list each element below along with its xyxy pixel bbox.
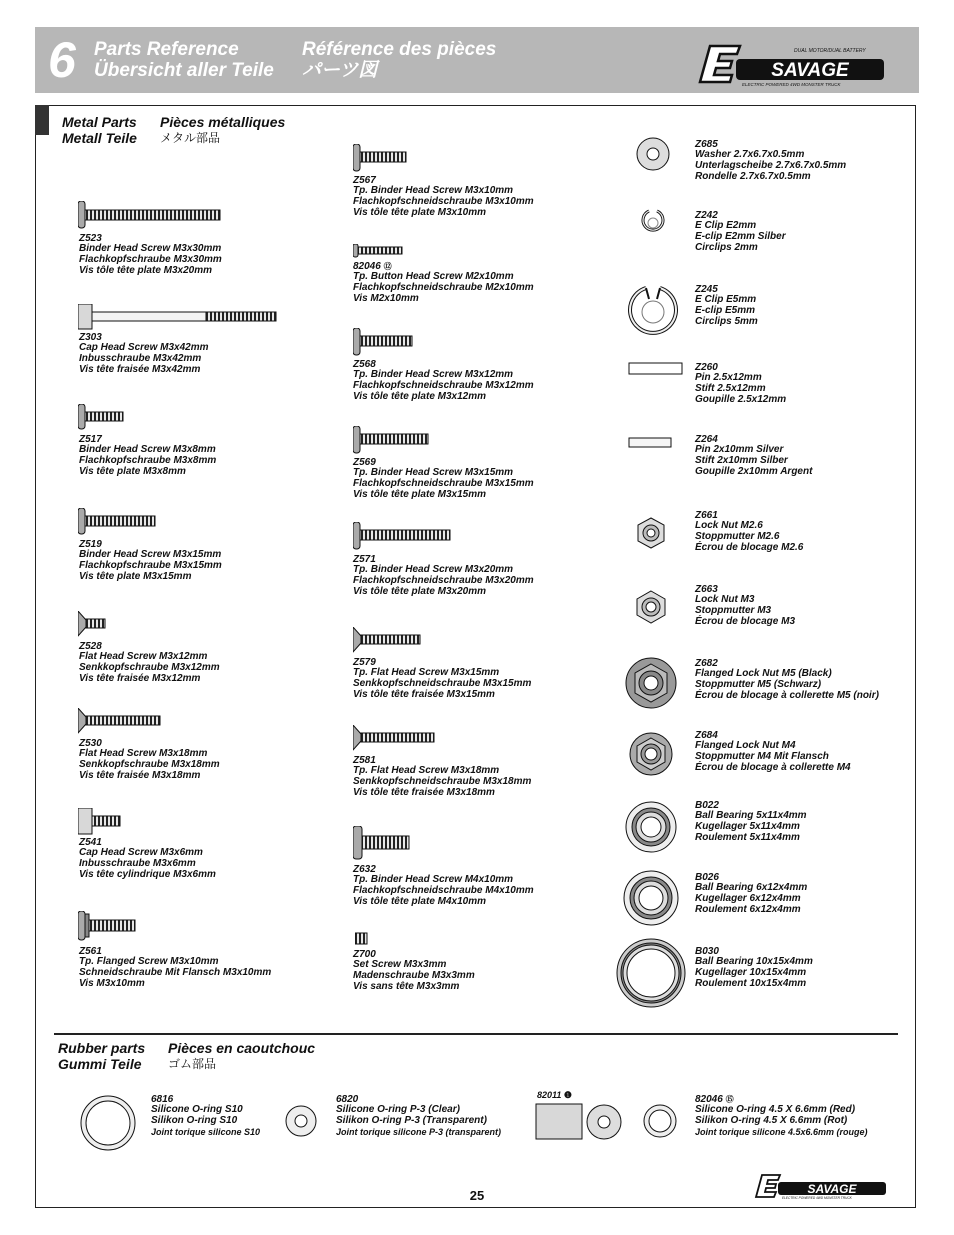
- title-jp: パーツ図: [302, 60, 378, 81]
- screw-z528-icon: [78, 611, 108, 637]
- pin-z260-icon: [628, 362, 684, 376]
- title-fr: Référence des pièces: [302, 39, 497, 60]
- metal-title-jp: メタル部品: [160, 131, 221, 145]
- rubber-title-de: Gummi Teile: [58, 1056, 142, 1072]
- setscrew-z700-icon: [355, 932, 369, 946]
- part-z528: Z528 Flat Head Screw M3x12mm Senkkopfschraube M3x12mm Vis tête fraisée M3x12mm: [79, 641, 220, 684]
- metal-title-de: Metall Teile: [62, 130, 137, 146]
- part-z663: Z663 Lock Nut M3 Stoppmutter M3 Écrou de blocage M3: [695, 584, 796, 627]
- footer-logo-wordmark: SAVAGE: [807, 1182, 857, 1196]
- screw-z530-icon: [78, 708, 163, 734]
- part-b026: B026 Ball Bearing 6x12x4mm Kugellager 6x12x4mm Roulement 6x12x4mm: [695, 872, 808, 915]
- frame-corner-tab: [35, 105, 49, 135]
- part-82046-oring: 82046 ⑮ Silicone O-ring 4.5 X 6.6mm (Red) Silikon O-ring 4.5 X 6.6mm (Rot) Joint torique silicone 4.5x6.6mm (rouge): [695, 1094, 868, 1137]
- flanged-locknut-z684-icon: [629, 732, 673, 776]
- badge-12-icon: ⑫: [383, 262, 392, 271]
- part-z530: Z530 Flat Head Screw M3x18mm Senkkopfschraube M3x18mm Vis tête fraisée M3x18mm: [79, 738, 220, 781]
- screw-z579-icon: [353, 627, 423, 653]
- logo-tagline-bottom: ELECTRIC POWERED 4WD MONSTER TRUCK: [742, 82, 841, 87]
- part-z569: Z569 Tp. Binder Head Screw M3x15mm Flachkopfschneidschraube M3x15mm Vis tôle tête plate M3x15mm: [353, 457, 534, 500]
- oring-82046-icon: [643, 1104, 677, 1138]
- locknut-z661-icon: [636, 517, 666, 549]
- part-b022: B022 Ball Bearing 5x11x4mm Kugellager 5x11x4mm Roulement 5x11x4mm: [695, 800, 807, 843]
- part-z632: Z632 Tp. Binder Head Screw M4x10mm Flachkopfschneidschraube M4x10mm Vis tôle tête plate M4x10mm: [353, 864, 534, 907]
- page-number: 25: [469, 1188, 485, 1203]
- part-z264: Z264 Pin 2x10mm Silver Stift 2x10mm Silber Goupille 2x10mm Argent: [695, 434, 813, 477]
- screw-z523-icon: [78, 201, 223, 229]
- part-z519: Z519 Binder Head Screw M3x15mm Flachkopfschraube M3x15mm Vis tête plate M3x15mm: [79, 539, 222, 582]
- locknut-z663-icon: [635, 590, 667, 624]
- savage-logo-footer: [754, 1173, 888, 1199]
- rubber-title-jp: ゴム部品: [168, 1057, 217, 1071]
- part-z568: Z568 Tp. Binder Head Screw M3x12mm Flachkopfschneidschraube M3x12mm Vis tôle tête plate M3x12mm: [353, 359, 534, 402]
- screw-z567-icon: [353, 144, 409, 172]
- part-z303: Z303 Cap Head Screw M3x42mm Inbusschraube M3x42mm Vis tête fraisée M3x42mm: [79, 332, 209, 375]
- logo-tagline-top: DUAL MOTOR/DUAL BATTERY: [794, 48, 866, 54]
- title-en: Parts Reference: [94, 39, 239, 60]
- screw-z632-icon: [353, 826, 413, 860]
- screw-z541-icon: [78, 808, 123, 835]
- part-z567: Z567 Tp. Binder Head Screw M3x10mm Flachkopfschneidschraube M3x10mm Vis tôle tête plate M3x10mm: [353, 175, 534, 218]
- screw-82046-icon: [353, 244, 405, 258]
- screw-z561-icon: [78, 911, 138, 941]
- section-divider: [54, 1033, 898, 1035]
- part-z661: Z661 Lock Nut M2.6 Stoppmutter M2.6 Écrou de blocage M2.6: [695, 510, 804, 553]
- part-z245: Z245 E Clip E5mm E-clip E5mm Circlips 5mm: [695, 284, 758, 327]
- screw-z571-icon: [353, 522, 453, 550]
- title-de: Übersicht aller Teile: [94, 60, 274, 81]
- badge-1-icon: ❶: [563, 1090, 572, 1100]
- part-b030: B030 Ball Bearing 10x15x4mm Kugellager 10x15x4mm Roulement 10x15x4mm: [695, 946, 813, 989]
- screw-z569-icon: [353, 426, 431, 454]
- eclip-z245-icon: [626, 285, 680, 337]
- part-z684: Z684 Flanged Lock Nut M4 Stoppmutter M4 Mit Flansch Écrou de blocage à collerette M4: [695, 730, 851, 773]
- screw-z517-icon: [78, 404, 126, 430]
- screw-z568-icon: [353, 328, 415, 356]
- savage-logo: [696, 42, 886, 88]
- oring-6816-icon: [79, 1094, 137, 1152]
- part-z561: Z561 Tp. Flanged Screw M3x10mm Schneidschraube Mit Flansch M3x10mm Vis M3x10mm: [79, 946, 272, 989]
- part-6816: 6816 Silicone O-ring S10 Silikon O-ring S10 Joint torique silicone S10: [151, 1094, 261, 1137]
- part-z517: Z517 Binder Head Screw M3x8mm Flachkopfschraube M3x8mm Vis tête plate M3x8mm: [79, 434, 217, 477]
- part-z581: Z581 Tp. Flat Head Screw M3x18mm Senkkopfschneidschraube M3x18mm Vis tôle tête fraisée M3x18mm: [353, 755, 532, 798]
- screw-z303-icon: [78, 304, 278, 330]
- part-82011: 82011 ❶: [537, 1090, 572, 1100]
- part-6820: 6820 Silicone O-ring P-3 (Clear) Silikon O-ring P-3 (Transparent) Joint torique silicone P-3 (transparent): [336, 1094, 502, 1137]
- rubber-title-fr: Pièces en caoutchouc: [168, 1040, 316, 1056]
- eclip-z242-icon: [640, 208, 666, 236]
- bearing-b030-icon: [616, 938, 686, 1008]
- rubber-title-en: Rubber parts: [58, 1040, 146, 1056]
- logo-wordmark: SAVAGE: [771, 60, 849, 81]
- part-z242: Z242 E Clip E2mm E-clip E2mm Silber Circlips 2mm: [695, 210, 786, 253]
- washer-z685-icon: [636, 137, 670, 171]
- part-z579: Z579 Tp. Flat Head Screw M3x15mm Senkkopfschneidschraube M3x15mm Vis tôle tête fraisée M3x15mm: [353, 657, 532, 700]
- part-z682: Z682 Flanged Lock Nut M5 (Black) Stoppmutter M5 (Schwarz) Écrou de blocage à collerette M5 (noir): [695, 658, 879, 701]
- part-82046-screw: 82046 ⑫ Tp. Button Head Screw M2x10mm Flachkopfschneidschraube M2x10mm Vis M2x10mm: [353, 261, 534, 304]
- part-z700: Z700 Set Screw M3x3mm Madenschraube M3x3mm Vis sans tête M3x3mm: [353, 949, 475, 992]
- bearing-b026-icon: [623, 870, 679, 926]
- metal-title-fr: Pièces métalliques: [160, 114, 286, 130]
- part-z685: Z685 Washer 2.7x6.7x0.5mm Unterlagscheibe 2.7x6.7x0.5mm Rondelle 2.7x6.7x0.5mm: [695, 139, 847, 182]
- badge-15-icon: ⑮: [725, 1095, 734, 1104]
- bearing-b022-icon: [625, 801, 677, 853]
- part-z541: Z541 Cap Head Screw M3x6mm Inbusschraube M3x6mm Vis tête cylindrique M3x6mm: [79, 837, 216, 880]
- metal-title-en: Metal Parts: [62, 114, 137, 130]
- footer-logo-tagline: ELECTRIC POWERED 4WD MONSTER TRUCK: [782, 1196, 852, 1199]
- flanged-locknut-z682-icon: [625, 657, 677, 709]
- pin-z264-icon: [628, 437, 673, 449]
- part-z523: Z523 Binder Head Screw M3x30mm Flachkopfschraube M3x30mm Vis tôle tête plate M3x20mm: [79, 233, 222, 276]
- part-z260: Z260 Pin 2.5x12mm Stift 2.5x12mm Goupille 2.5x12mm: [695, 362, 787, 405]
- screw-z519-icon: [78, 508, 158, 535]
- part-z571: Z571 Tp. Binder Head Screw M3x20mm Flachkopfschneidschraube M3x20mm Vis tôle tête plate M3x20mm: [353, 554, 534, 597]
- screw-z581-icon: [353, 725, 437, 751]
- chapter-number: 6: [48, 32, 76, 88]
